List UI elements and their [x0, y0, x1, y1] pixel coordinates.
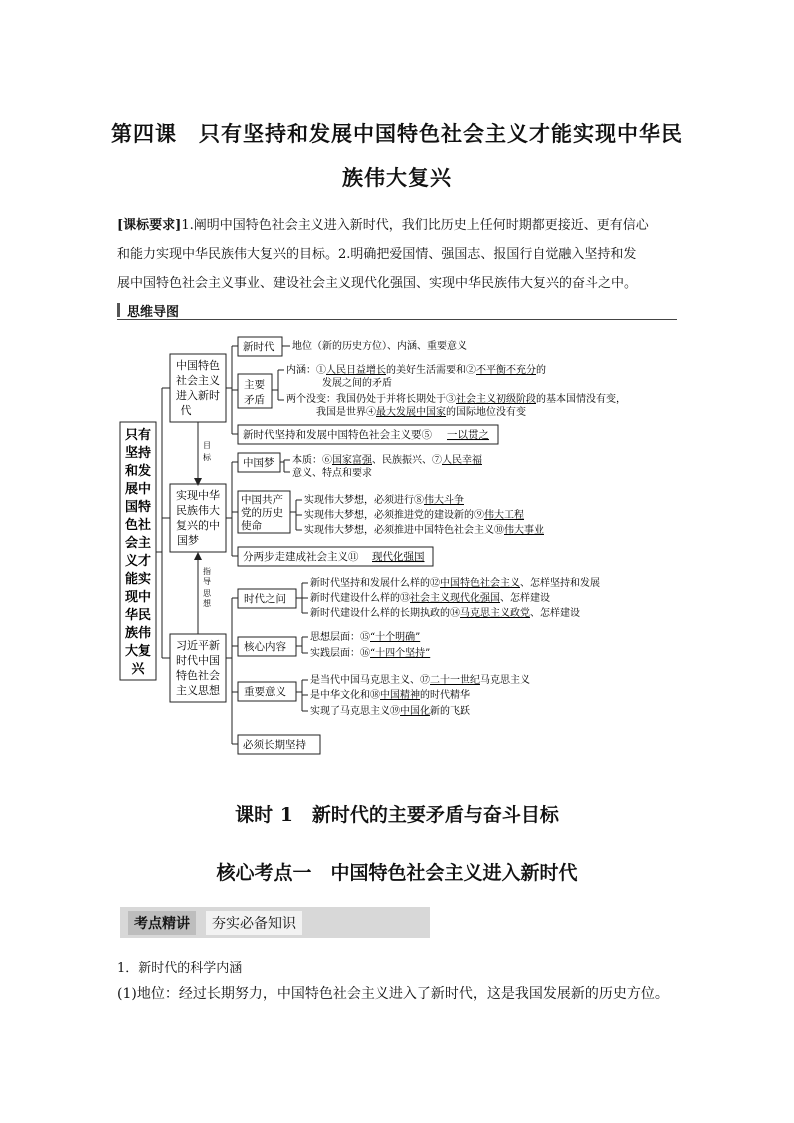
contradiction-line3: 两个没变：我国仍处于并将长期处于③社会主义初级阶段的基本国情没有变，	[286, 394, 626, 405]
two-step-label-a: 分两步走建成社会主义⑪	[243, 551, 359, 563]
root-line: 族伟	[124, 626, 152, 641]
two-step-answer: 现代化强国	[372, 551, 425, 563]
root-line: 义才	[124, 554, 152, 569]
guide-arrow-icon	[194, 552, 202, 560]
root-label	[125, 427, 151, 677]
root-line: 和发	[124, 464, 152, 479]
arrow-guide-char: 导	[203, 577, 211, 586]
mission-line2: 实现伟大梦想，必须推进党的建设新的⑨伟大工程	[304, 510, 524, 521]
mind-map-header-label: 思维导图	[127, 305, 180, 320]
contradiction-line1: 内涵：①人民日益增长的美好生活需要和②不平衡不充分的	[286, 365, 546, 376]
topic-title: 核心考点一 中国特色社会主义进入新时代	[216, 862, 578, 884]
dream-label: 中国梦	[243, 457, 275, 469]
requirement-tag: [课标要求]	[117, 218, 182, 233]
root-line: 只有	[124, 428, 152, 443]
contradiction-label: 主要	[244, 379, 265, 391]
root-line: 现中	[124, 590, 152, 605]
adhere-label-a: 新时代坚持和发展中国特色社会主义要⑤	[243, 429, 432, 441]
node1-line: 社会主义	[176, 374, 220, 387]
requirement-line3: 展中国特色社会主义事业、建设社会主义现代化强国、实现中华民族伟大复兴的奋斗之中。	[117, 276, 638, 291]
arrow-goal-char: 标	[203, 453, 211, 462]
contradiction-label: 矛盾	[244, 394, 265, 406]
root-line: 能实	[124, 572, 152, 587]
arrow-guide-char: 指	[203, 567, 211, 576]
node2-line: 国梦	[177, 534, 199, 547]
new-era-desc: 地位（新的历史方位）、内涵、重要意义	[292, 341, 467, 352]
root-line: 色社	[124, 518, 152, 533]
node3-line: 特色社会	[176, 669, 220, 682]
node1-line: 进入新时	[176, 389, 220, 402]
significance-line2: 是中华文化和⑱中国精神的时代精华	[310, 690, 470, 701]
arrow-guide-char: 想	[203, 599, 211, 608]
root-line: 大复	[124, 644, 152, 659]
node2-line: 实现中华	[176, 489, 220, 502]
section-label-left: 考点精讲	[128, 911, 196, 935]
lesson-title: 课时 1 新时代的主要矛盾与奋斗目标	[235, 804, 559, 826]
content-item2: (1)地位：经过长期努力，中国特色社会主义进入了新时代，这是我国发展新的历史方位。	[117, 986, 669, 1002]
significance-label: 重要意义	[244, 686, 286, 698]
contradiction-line4: 我国是世界④最大发展中国家的国际地位没有变	[316, 407, 526, 418]
node3-line: 习近平新	[176, 639, 220, 652]
node1-line: 中国特色	[176, 359, 220, 372]
section-label-right: 夯实必备知识	[206, 911, 302, 935]
dream-line1: 本质：⑥国家富强、民族振兴、⑦人民幸福	[292, 455, 482, 466]
requirement-line2: 和能力实现中华民族伟大复兴的目标。2.明确把爱国情、强国志、报国行自觉融入坚持和发	[117, 247, 637, 262]
root-line: 国特	[124, 500, 152, 515]
node3-line: 主义思想	[176, 684, 220, 697]
era-question-label: 时代之问	[244, 593, 286, 605]
goal-arrow-icon	[194, 478, 202, 486]
dream-line2: 意义、特点和要求	[292, 468, 372, 479]
content-item1: 1．新时代的科学内涵	[117, 961, 243, 976]
page-title-line2: 族伟大复兴	[342, 165, 452, 190]
mission-label: 党的历史	[241, 507, 283, 519]
root-line: 展中	[124, 482, 152, 497]
significance-line1: 是当代中国马克思主义、⑰二十一世纪马克思主义	[310, 675, 530, 686]
era-question-line2: 新时代建设什么样的⑬社会主义现代化强国、怎样建设	[310, 593, 550, 604]
mission-label: 使命	[241, 520, 262, 532]
arrow-goal-char: 目	[203, 441, 211, 450]
section-label-bar	[120, 907, 430, 938]
node1-line: 代	[180, 404, 192, 417]
new-era-label: 新时代	[243, 341, 275, 353]
adhere-answer: 一以贯之	[447, 429, 489, 441]
node2-line: 民族伟大	[176, 504, 220, 517]
core-content-label: 核心内容	[244, 641, 286, 653]
contradiction-line2: 发展之间的矛盾	[322, 378, 392, 389]
era-question-line1: 新时代坚持和发展什么样的⑫中国特色社会主义、怎样坚持和发展	[310, 578, 600, 589]
significance-line3: 实现了马克思主义⑲中国化新的飞跃	[310, 706, 470, 717]
node3-line: 时代中国	[176, 654, 220, 667]
page-title-line1: 第四课 只有坚持和发展中国特色社会主义才能实现中华民	[111, 121, 683, 146]
long-term-label: 必须长期坚持	[243, 739, 306, 751]
mission-label: 中国共产	[241, 494, 283, 506]
core-line1: 思想层面：⑮“十个明确”	[310, 632, 421, 643]
mission-line3: 实现伟大梦想，必须推进中国特色社会主义⑩伟大事业	[304, 525, 544, 536]
mission-line1: 实现伟大梦想，必须进行⑧伟大斗争	[304, 495, 464, 506]
root-line: 坚持	[124, 446, 152, 461]
requirement-line1: 1.阐明中国特色社会主义进入新时代，我们比历史上任何时期都更接近、更有信心	[181, 218, 649, 233]
node2-line: 复兴的中	[176, 519, 220, 532]
root-line: 华民	[124, 608, 152, 623]
core-line2: 实践层面：⑯“十四个坚持”	[310, 648, 431, 659]
arrow-guide-char: 思	[203, 589, 211, 598]
root-line: 兴	[131, 662, 145, 677]
era-question-line3: 新时代建设什么样的长期执政的⑭马克思主义政党、怎样建设	[310, 608, 580, 619]
root-line: 会主	[124, 536, 152, 551]
